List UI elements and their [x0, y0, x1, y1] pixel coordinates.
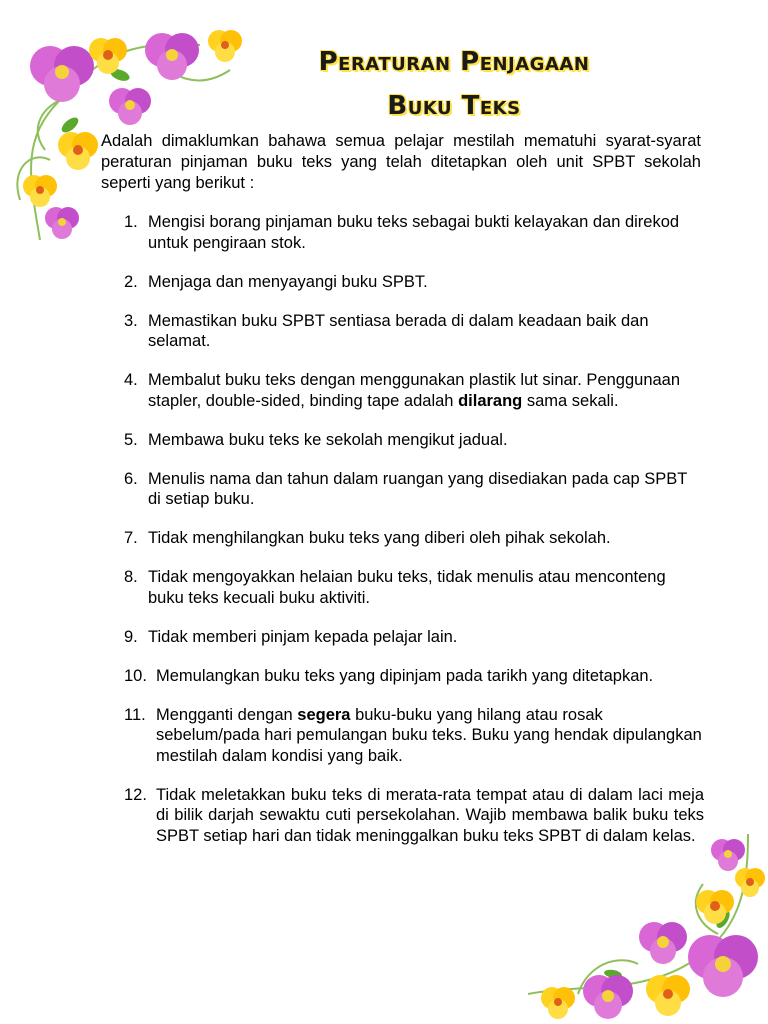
rule-item	[124, 528, 704, 549]
rule-text-main: Menulis nama dan tahun dalam ruangan yang disediakan pada cap SPBT di setiap buku.	[148, 469, 688, 508]
rule-number: 7.	[124, 529, 138, 547]
rule-text	[148, 469, 704, 510]
rule-item	[124, 272, 704, 293]
rule-number: 12.	[124, 785, 147, 804]
rule-text	[148, 370, 704, 411]
rule-text	[156, 705, 704, 767]
rule-text	[156, 785, 704, 847]
rule-number: 3.	[124, 311, 138, 330]
rule-item	[124, 567, 704, 608]
rule-number: 6.	[124, 469, 138, 488]
page-title	[258, 40, 650, 128]
rule-emphasis: segera	[297, 705, 351, 724]
rule-item	[124, 785, 704, 847]
rule-text-main: Membalut buku teks dengan menggunakan plastik lut sinar. Penggunaan stapler, double-sided, binding tape adalah	[148, 371, 681, 410]
rule-number: 2.	[124, 272, 138, 291]
rule-number: 5.	[124, 430, 138, 449]
rule-text-main: Tidak menghilangkan buku teks yang diberi oleh pihak sekolah.	[148, 529, 611, 547]
rule-number: 4.	[124, 371, 138, 389]
rule-text	[148, 528, 704, 549]
rule-text-main: Tidak memberi pinjam kepada pelajar lain.	[148, 627, 458, 646]
rule-text-main: Memulangkan buku teks yang dipinjam pada tarikh yang ditetapkan.	[156, 666, 654, 685]
rule-number: 8.	[124, 568, 138, 586]
rule-text	[148, 430, 704, 451]
rule-text	[148, 212, 704, 253]
rule-text	[156, 666, 704, 687]
rule-emphasis: dilarang	[458, 391, 523, 410]
rule-text	[148, 272, 704, 293]
rule-item	[124, 212, 704, 253]
rule-item	[124, 311, 704, 352]
rule-text-main: Tidak meletakkan buku teks di merata-rata tempat atau di dalam laci meja di bilik darjah sewaktu cuti persekolahan. Wajib membawa balik buku teks SPBT setiap hari dan tidak meninggalkan buku teks SPBT di dalam kelas.	[156, 785, 704, 845]
rule-text	[148, 311, 704, 352]
rule-item	[124, 627, 704, 648]
title-line-2: Buku Teks	[387, 91, 521, 121]
rule-text	[148, 627, 704, 648]
rules-list	[124, 212, 704, 846]
rule-text-end: buku-buku yang hilang atau rosak sebelum/pada hari pemulangan buku teks. Buku yang hendak dipulangkan mestilah dalam kondisi yang baik.	[156, 705, 702, 765]
intro-paragraph: Adalah dimaklumkan bahawa semua pelajar mestilah mematuhi syarat-syarat peraturan pinjaman buku teks yang telah ditetapkan oleh unit SPBT sekolah seperti yang berikut :	[101, 132, 701, 192]
rule-text-main: Mengisi borang pinjaman buku teks sebagai bukti kelayakan dan direkod untuk pengiraan stok.	[148, 213, 680, 252]
rule-text-main: Memastikan buku SPBT sentiasa berada di dalam keadaan baik dan selamat.	[148, 311, 649, 350]
rule-item	[124, 430, 704, 451]
rule-number: 1.	[124, 213, 138, 231]
rule-item	[124, 469, 704, 510]
rule-text-main: Menjaga dan menyayangi buku SPBT.	[148, 272, 428, 291]
rule-item	[124, 705, 704, 767]
rule-text-main: Membawa buku teks ke sekolah mengikut jadual.	[148, 430, 508, 449]
rule-number: 10.	[124, 666, 147, 685]
rule-item	[124, 370, 704, 411]
rule-item	[124, 666, 704, 687]
rule-text-main: Tidak mengoyakkan helaian buku teks, tidak menulis atau menconteng buku teks kecuali buku aktiviti.	[148, 568, 666, 607]
rule-number: 9.	[124, 627, 138, 646]
rule-text-main: Mengganti dengan	[156, 705, 298, 724]
title-line-1: Peraturan Penjagaan	[318, 47, 590, 77]
rule-text-end: sama sekali.	[522, 391, 619, 410]
rule-number: 11.	[124, 705, 146, 724]
floral-corner-bottom-right	[518, 824, 768, 1024]
rule-text	[148, 567, 704, 608]
